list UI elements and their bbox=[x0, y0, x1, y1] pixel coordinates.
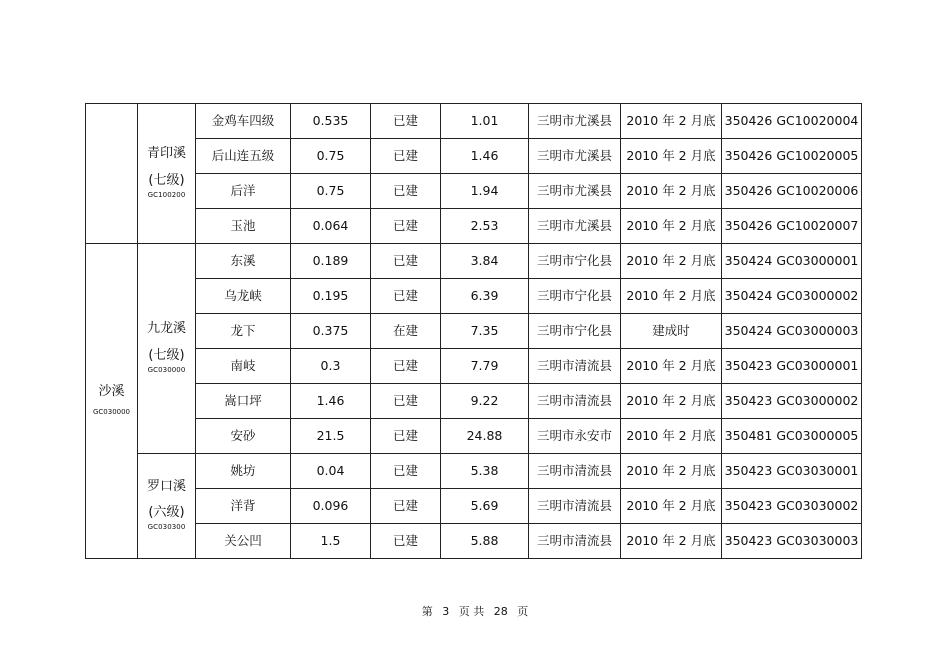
cell-distance: 1.01 bbox=[441, 104, 529, 139]
cell-code: 350424 GC03000001 bbox=[722, 244, 862, 279]
cell-capacity: 21.5 bbox=[291, 419, 371, 454]
cell-status: 已建 bbox=[371, 489, 441, 524]
cell-code: 350423 GC03030002 bbox=[722, 489, 862, 524]
table-row bbox=[86, 454, 862, 489]
cell-capacity: 0.375 bbox=[291, 314, 371, 349]
cell-name: 姚坊 bbox=[196, 454, 291, 489]
cell-code: 350426 GC10020006 bbox=[722, 174, 862, 209]
cell-location: 三明市永安市 bbox=[529, 419, 621, 454]
cell-date: 2010 年 2 月底 bbox=[621, 244, 722, 279]
cell-date: 2010 年 2 月底 bbox=[621, 279, 722, 314]
table-row bbox=[86, 349, 862, 384]
cell-distance: 7.79 bbox=[441, 349, 529, 384]
cell-capacity: 0.3 bbox=[291, 349, 371, 384]
table-row bbox=[86, 104, 862, 139]
cell-status: 已建 bbox=[371, 349, 441, 384]
cell-date: 2010 年 2 月底 bbox=[621, 419, 722, 454]
tributary-level: (六级) bbox=[148, 505, 185, 521]
cell-capacity: 0.04 bbox=[291, 454, 371, 489]
cell-capacity: 0.064 bbox=[291, 209, 371, 244]
cell-distance: 5.38 bbox=[441, 454, 529, 489]
table-row bbox=[86, 419, 862, 454]
tributary-cell bbox=[138, 104, 196, 244]
table-body bbox=[86, 104, 862, 559]
cell-code: 350424 GC03000003 bbox=[722, 314, 862, 349]
table-row bbox=[86, 279, 862, 314]
tributary-name: 九龙溪 bbox=[146, 321, 186, 337]
cell-location: 三明市宁化县 bbox=[529, 279, 621, 314]
tributary-cell bbox=[138, 244, 196, 454]
cell-name: 洋背 bbox=[196, 489, 291, 524]
cell-status: 已建 bbox=[371, 244, 441, 279]
cell-location: 三明市清流县 bbox=[529, 524, 621, 559]
footer-page-total: 28 bbox=[493, 605, 508, 618]
tributary-code: GC030000 bbox=[147, 365, 186, 374]
tributary-code: GC100200 bbox=[147, 190, 186, 199]
cell-location: 三明市尤溪县 bbox=[529, 139, 621, 174]
cell-status: 已建 bbox=[371, 384, 441, 419]
cell-code: 350426 GC10020005 bbox=[722, 139, 862, 174]
cell-code: 350424 GC03000002 bbox=[722, 279, 862, 314]
cell-code: 350423 GC03000001 bbox=[722, 349, 862, 384]
cell-capacity: 0.75 bbox=[291, 174, 371, 209]
footer-page-number: 3 bbox=[442, 605, 450, 618]
cell-capacity: 0.75 bbox=[291, 139, 371, 174]
tributary-cell bbox=[138, 454, 196, 559]
table-row bbox=[86, 209, 862, 244]
cell-location: 三明市清流县 bbox=[529, 489, 621, 524]
reservoir-table bbox=[85, 103, 862, 559]
cell-status: 已建 bbox=[371, 174, 441, 209]
cell-date: 2010 年 2 月底 bbox=[621, 104, 722, 139]
cell-status: 在建 bbox=[371, 314, 441, 349]
cell-status: 已建 bbox=[371, 139, 441, 174]
river-cell bbox=[86, 104, 138, 244]
cell-status: 已建 bbox=[371, 419, 441, 454]
cell-date: 2010 年 2 月底 bbox=[621, 174, 722, 209]
cell-date: 2010 年 2 月底 bbox=[621, 489, 722, 524]
cell-distance: 24.88 bbox=[441, 419, 529, 454]
cell-code: 350481 GC03000005 bbox=[722, 419, 862, 454]
cell-name: 龙下 bbox=[196, 314, 291, 349]
cell-date: 2010 年 2 月底 bbox=[621, 384, 722, 419]
cell-distance: 1.94 bbox=[441, 174, 529, 209]
cell-location: 三明市宁化县 bbox=[529, 314, 621, 349]
cell-capacity: 0.189 bbox=[291, 244, 371, 279]
cell-distance: 2.53 bbox=[441, 209, 529, 244]
cell-distance: 3.84 bbox=[441, 244, 529, 279]
cell-name: 南岐 bbox=[196, 349, 291, 384]
cell-name: 后洋 bbox=[196, 174, 291, 209]
footer-prefix: 第 bbox=[421, 605, 433, 618]
table-row bbox=[86, 139, 862, 174]
footer-suffix: 页 bbox=[517, 605, 529, 618]
table-row bbox=[86, 174, 862, 209]
cell-location: 三明市尤溪县 bbox=[529, 174, 621, 209]
cell-status: 已建 bbox=[371, 454, 441, 489]
page-footer bbox=[0, 603, 950, 619]
cell-distance: 7.35 bbox=[441, 314, 529, 349]
cell-location: 三明市清流县 bbox=[529, 454, 621, 489]
cell-date: 2010 年 2 月底 bbox=[621, 349, 722, 384]
cell-code: 350426 GC10020004 bbox=[722, 104, 862, 139]
table-row bbox=[86, 524, 862, 559]
cell-code: 350426 GC10020007 bbox=[722, 209, 862, 244]
cell-capacity: 1.5 bbox=[291, 524, 371, 559]
cell-name: 金鸡车四级 bbox=[196, 104, 291, 139]
table-row bbox=[86, 314, 862, 349]
river-name: 沙溪 bbox=[98, 384, 125, 399]
cell-location: 三明市尤溪县 bbox=[529, 104, 621, 139]
cell-distance: 5.69 bbox=[441, 489, 529, 524]
cell-capacity: 0.096 bbox=[291, 489, 371, 524]
tributary-name: 青印溪 bbox=[146, 146, 186, 162]
cell-code: 350423 GC03000002 bbox=[722, 384, 862, 419]
cell-name: 嵩口坪 bbox=[196, 384, 291, 419]
cell-distance: 5.88 bbox=[441, 524, 529, 559]
cell-code: 350423 GC03030001 bbox=[722, 454, 862, 489]
cell-code: 350423 GC03030003 bbox=[722, 524, 862, 559]
table-row bbox=[86, 244, 862, 279]
tributary-code: GC030300 bbox=[147, 523, 186, 532]
cell-status: 已建 bbox=[371, 209, 441, 244]
tributary-level: (七级) bbox=[148, 347, 185, 363]
cell-date: 2010 年 2 月底 bbox=[621, 524, 722, 559]
cell-distance: 6.39 bbox=[441, 279, 529, 314]
footer-mid: 页 共 bbox=[458, 605, 485, 618]
cell-date: 2010 年 2 月底 bbox=[621, 454, 722, 489]
cell-name: 乌龙峡 bbox=[196, 279, 291, 314]
cell-date: 2010 年 2 月底 bbox=[621, 139, 722, 174]
cell-name: 关公凹 bbox=[196, 524, 291, 559]
cell-capacity: 0.535 bbox=[291, 104, 371, 139]
cell-name: 玉池 bbox=[196, 209, 291, 244]
cell-name: 后山连五级 bbox=[196, 139, 291, 174]
cell-date: 2010 年 2 月底 bbox=[621, 209, 722, 244]
cell-name: 东溪 bbox=[196, 244, 291, 279]
cell-status: 已建 bbox=[371, 279, 441, 314]
cell-location: 三明市尤溪县 bbox=[529, 209, 621, 244]
cell-date: 建成时 bbox=[621, 314, 722, 349]
tributary-level: (七级) bbox=[148, 172, 185, 188]
cell-status: 已建 bbox=[371, 104, 441, 139]
tributary-name: 罗口溪 bbox=[146, 478, 186, 494]
cell-capacity: 1.46 bbox=[291, 384, 371, 419]
cell-location: 三明市清流县 bbox=[529, 384, 621, 419]
river-cell bbox=[86, 244, 138, 559]
cell-capacity: 0.195 bbox=[291, 279, 371, 314]
cell-distance: 1.46 bbox=[441, 139, 529, 174]
cell-name: 安砂 bbox=[196, 419, 291, 454]
cell-distance: 9.22 bbox=[441, 384, 529, 419]
river-code: GC030000 bbox=[92, 408, 131, 417]
cell-location: 三明市宁化县 bbox=[529, 244, 621, 279]
cell-location: 三明市清流县 bbox=[529, 349, 621, 384]
table-row bbox=[86, 489, 862, 524]
cell-status: 已建 bbox=[371, 524, 441, 559]
table-row bbox=[86, 384, 862, 419]
